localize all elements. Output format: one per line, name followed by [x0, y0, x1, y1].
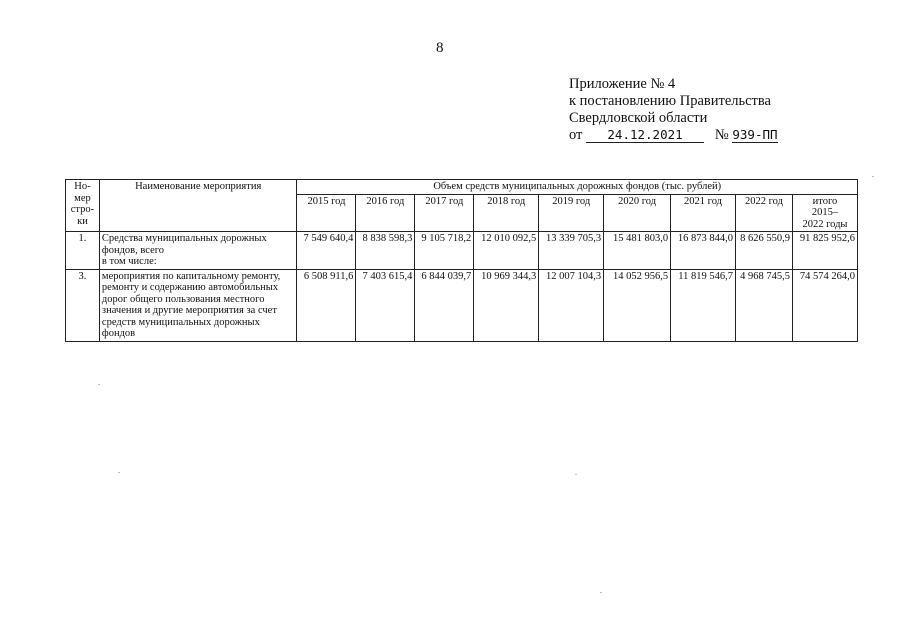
scan-speck	[600, 592, 602, 593]
header-year: 2015 год	[297, 194, 356, 232]
date-prefix: от	[569, 127, 583, 143]
row-value: 15 481 803,0	[604, 232, 671, 270]
scan-speck	[98, 384, 100, 385]
row-value: 6 508 911,6	[297, 269, 356, 341]
row-activity-name: мероприятия по капитальному ремонту, ремонту и содержанию автомобильных дорог общего пользования местного значения и другие мероприятия за счет средств муниципальных дорожных фондов	[99, 269, 297, 341]
header-year: 2018 год	[474, 194, 539, 232]
header-group-title: Объем средств муниципальных дорожных фондов (тыс. рублей)	[297, 180, 858, 195]
row-value: 12 010 092,5	[474, 232, 539, 270]
table-row	[66, 232, 858, 270]
row-value: 14 052 956,5	[604, 269, 671, 341]
table-row	[66, 269, 858, 341]
row-total: 91 825 952,6	[792, 232, 857, 270]
row-value: 11 819 546,7	[671, 269, 736, 341]
header-year: 2020 год	[604, 194, 671, 232]
row-value: 9 105 718,2	[415, 232, 474, 270]
appendix-region-line: Свердловской области	[569, 110, 708, 126]
row-total: 74 574 264,0	[792, 269, 857, 341]
row-value: 4 968 745,5	[736, 269, 793, 341]
appendix-date-line	[569, 127, 778, 144]
scan-speck	[575, 474, 577, 475]
row-number: 1.	[66, 232, 100, 270]
number-prefix: №	[714, 127, 729, 143]
resolution-number: 939-ПП	[732, 127, 778, 142]
appendix-block	[569, 76, 778, 144]
header-year: 2019 год	[539, 194, 604, 232]
row-value: 8 626 550,9	[736, 232, 793, 270]
row-activity-name: Средства муниципальных дорожных фондов, всего в том числе:	[99, 232, 297, 270]
header-year: 2016 год	[356, 194, 415, 232]
header-year: 2021 год	[671, 194, 736, 232]
row-value: 13 339 705,3	[539, 232, 604, 270]
row-value: 10 969 344,3	[474, 269, 539, 341]
resolution-date: 24.12.2021	[586, 128, 704, 143]
appendix-resolution-line: к постановлению Правительства	[569, 93, 771, 109]
table-header-row	[66, 180, 858, 195]
header-year: 2017 год	[415, 194, 474, 232]
row-value: 16 873 844,0	[671, 232, 736, 270]
header-total: итого 2015– 2022 годы	[792, 194, 857, 232]
row-value: 7 403 615,4	[356, 269, 415, 341]
row-number: 3.	[66, 269, 100, 341]
scan-speck	[872, 176, 874, 177]
scan-speck	[118, 472, 120, 473]
row-value: 12 007 104,3	[539, 269, 604, 341]
header-row-number: Но- мер стро- ки	[66, 180, 100, 232]
page-number: 8	[436, 40, 444, 56]
header-activity-name: Наименование мероприятия	[99, 180, 297, 232]
row-value: 8 838 598,3	[356, 232, 415, 270]
header-year: 2022 год	[736, 194, 793, 232]
row-value: 7 549 640,4	[297, 232, 356, 270]
road-funds-table	[65, 179, 858, 342]
appendix-title: Приложение № 4	[569, 76, 676, 92]
row-value: 6 844 039,7	[415, 269, 474, 341]
